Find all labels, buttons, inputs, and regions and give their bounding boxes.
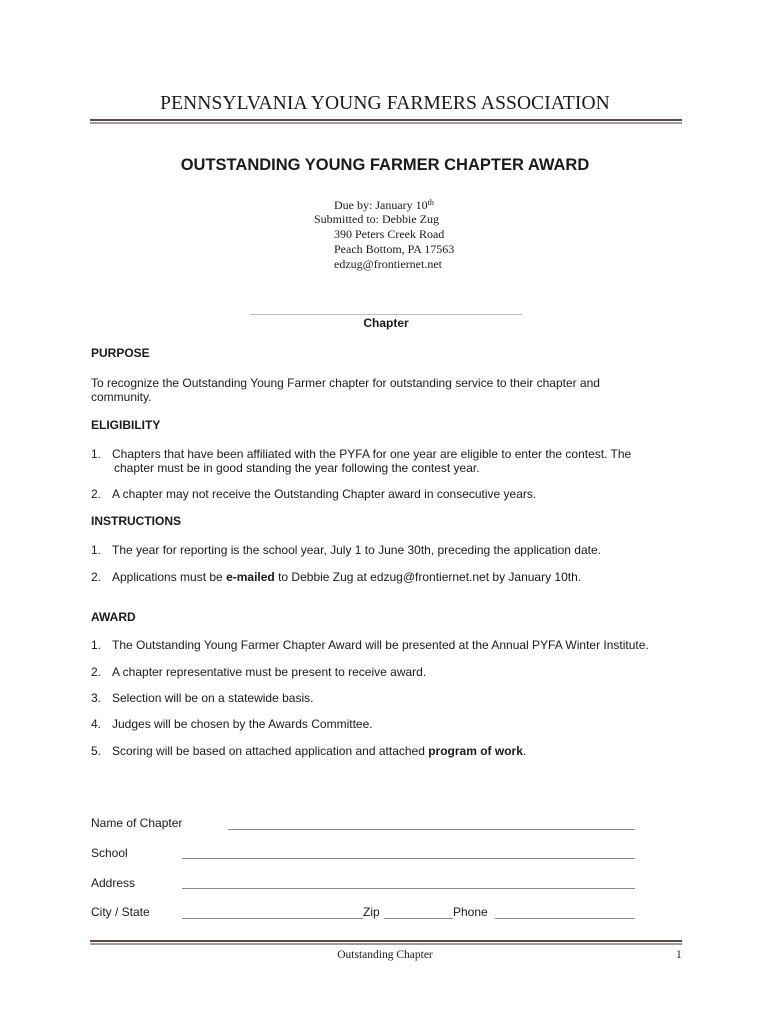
award-title: OUTSTANDING YOUNG FARMER CHAPTER AWARD bbox=[180, 156, 590, 174]
submitted-to: Submitted to: Debbie Zug bbox=[314, 212, 439, 226]
header-divider bbox=[90, 119, 682, 124]
page-number: 1 bbox=[676, 949, 682, 961]
address-line-2: Peach Bottom, PA 17563 bbox=[334, 242, 455, 256]
zip-field[interactable] bbox=[384, 918, 453, 919]
phone-field[interactable] bbox=[495, 918, 635, 919]
chapter-name-line[interactable] bbox=[250, 314, 522, 315]
address-field[interactable] bbox=[182, 888, 635, 889]
due-date: Due by: January 10th bbox=[334, 198, 434, 212]
purpose-heading: PURPOSE bbox=[91, 346, 150, 360]
eligibility-heading: ELIGIBILITY bbox=[91, 418, 161, 432]
instructions-heading: INSTRUCTIONS bbox=[91, 514, 181, 528]
purpose-text-line-1: To recognize the Outstanding Young Farmer chapter for outstanding service to their chapter and bbox=[91, 376, 600, 390]
city-state-field[interactable] bbox=[182, 918, 363, 919]
organization-title: PENNSYLVANIA YOUNG FARMERS ASSOCIATION bbox=[160, 93, 610, 114]
school-field[interactable] bbox=[182, 858, 635, 859]
award-heading: AWARD bbox=[91, 610, 136, 624]
footer-title: Outstanding Chapter bbox=[337, 949, 433, 961]
phone-label: Phone bbox=[453, 905, 488, 919]
city-state-label: City / State bbox=[91, 905, 150, 919]
footer-divider bbox=[90, 940, 682, 945]
address-label: Address bbox=[91, 876, 136, 890]
name-of-chapter-field[interactable] bbox=[228, 829, 635, 830]
school-label: School bbox=[91, 846, 128, 860]
zip-label: Zip bbox=[363, 905, 380, 919]
address-line-1: 390 Peters Creek Road bbox=[334, 227, 445, 241]
chapter-label: Chapter bbox=[363, 316, 409, 330]
contact-email: edzug@frontiernet.net bbox=[334, 257, 443, 271]
purpose-text-line-2: community. bbox=[91, 390, 152, 404]
name-of-chapter-label: Name of Chapter bbox=[91, 816, 183, 830]
